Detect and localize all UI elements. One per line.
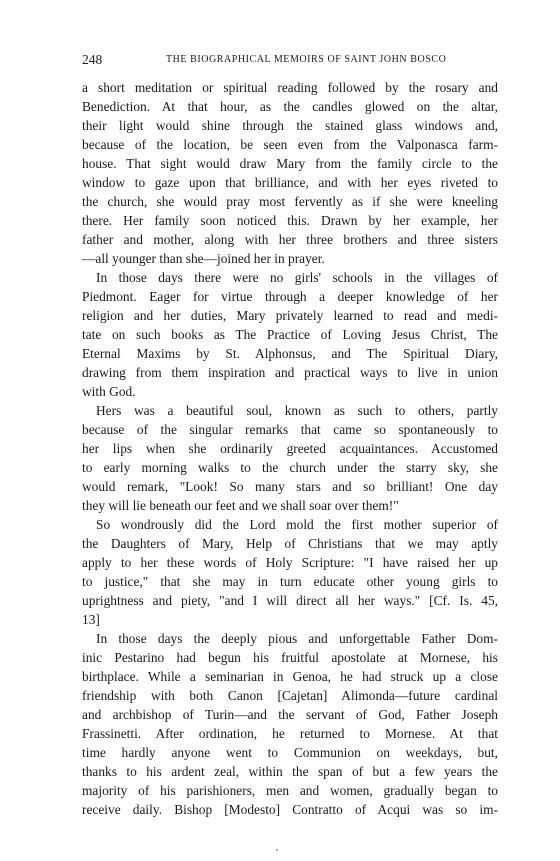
text-line: because of the singular remarks that came so spontaneously to: [82, 422, 498, 437]
text-line: to early morning walks to the church under the starry sky, she: [82, 460, 498, 475]
text-line: time hardly anyone went to Communion on weekdays, but,: [82, 745, 498, 760]
text-line: majority of his parishioners, men and women, gradually began to: [82, 783, 498, 798]
text-line: drawing from them inspiration and practical ways to live in union: [82, 365, 498, 380]
page-number: 248: [82, 52, 103, 67]
page-footer-dot: [276, 849, 278, 851]
text-line: birthplace. While a seminarian in Genoa, he had struck up a close: [82, 669, 498, 684]
text-line: 13]: [82, 612, 100, 627]
text-line: there. Her family soon noticed this. Drawn by her example, her: [82, 213, 498, 228]
text-line: Benediction. At that hour, as the candles glowed on the altar,: [82, 99, 498, 114]
body-text: [82, 78, 498, 819]
text-line: with God.: [82, 384, 136, 399]
book-title: THE BIOGRAPHICAL MEMOIRS OF SAINT JOHN BOSCO: [166, 54, 447, 65]
text-line: —all younger than she—joined her in prayer.: [82, 251, 325, 266]
paragraph-start-line: So wondrously did the Lord mold the first mother superior of: [96, 517, 498, 532]
text-line: religion and her duties, Mary privately learned to read and medi-: [82, 308, 498, 323]
text-line: the Daughters of Mary, Help of Christians that we may aptly: [82, 536, 498, 551]
text-line: inic Pestarino had begun his fruitful apostolate at Mornese, his: [82, 650, 498, 665]
text-line: Piedmont. Eager for virtue through a deeper knowledge of her: [82, 289, 498, 304]
text-line: a short meditation or spiritual reading followed by the rosary and: [82, 80, 498, 95]
text-line: her lips when she ordinarily greeted acquaintances. Accustomed: [82, 441, 498, 456]
text-line: father and mother, along with her three brothers and three sisters: [82, 232, 498, 247]
text-line: window to gaze upon that brilliance, and with her eyes riveted to: [82, 175, 498, 190]
text-line: friendship with both Canon [Cajetan] Alimonda—future cardinal: [82, 688, 498, 703]
text-line: would remark, "Look! So many stars and so brilliant! One day: [82, 479, 498, 494]
text-line: receive daily. Bishop [Modesto] Contratto of Acqui was so im-: [82, 802, 498, 817]
text-line: the church, she would pray most fervently as if she were kneeling: [82, 194, 498, 209]
text-line: and archbishop of Turin—and the servant of God, Father Joseph: [82, 707, 498, 722]
text-line: to justice," that she may in turn educate other young girls to: [82, 574, 498, 589]
paragraph-start-line: In those days there were no girls' schools in the villages of: [96, 270, 498, 285]
text-line: house. That sight would draw Mary from the family circle to the: [82, 156, 498, 171]
text-line: their light would shine through the stained glass windows and,: [82, 118, 498, 133]
text-line: Eternal Maxims by St. Alphonsus, and The Spiritual Diary,: [82, 346, 498, 361]
text-line: apply to her these words of Holy Scripture: "I have raised her up: [82, 555, 498, 570]
text-line: thanks to his ardent zeal, within the span of but a few years the: [82, 764, 498, 779]
text-line: uprightness and piety, "and I will direct all her ways." [Cf. Is. 45,: [82, 593, 498, 608]
text-line: Frassinetti. After ordination, he returned to Mornese. At that: [82, 726, 498, 741]
text-line: because of the location, be seen even from the Valponasca farm-: [82, 137, 498, 152]
paragraph-start-line: Hers was a beautiful soul, known as such to others, partly: [96, 403, 498, 418]
text-line: they will lie beneath our feet and we shall soar over them!": [82, 498, 399, 513]
text-line: tate on such books as The Practice of Loving Jesus Christ, The: [82, 327, 498, 342]
paragraph-start-line: In those days the deeply pious and unforgettable Father Dom-: [96, 631, 498, 646]
running-head: [82, 52, 498, 70]
